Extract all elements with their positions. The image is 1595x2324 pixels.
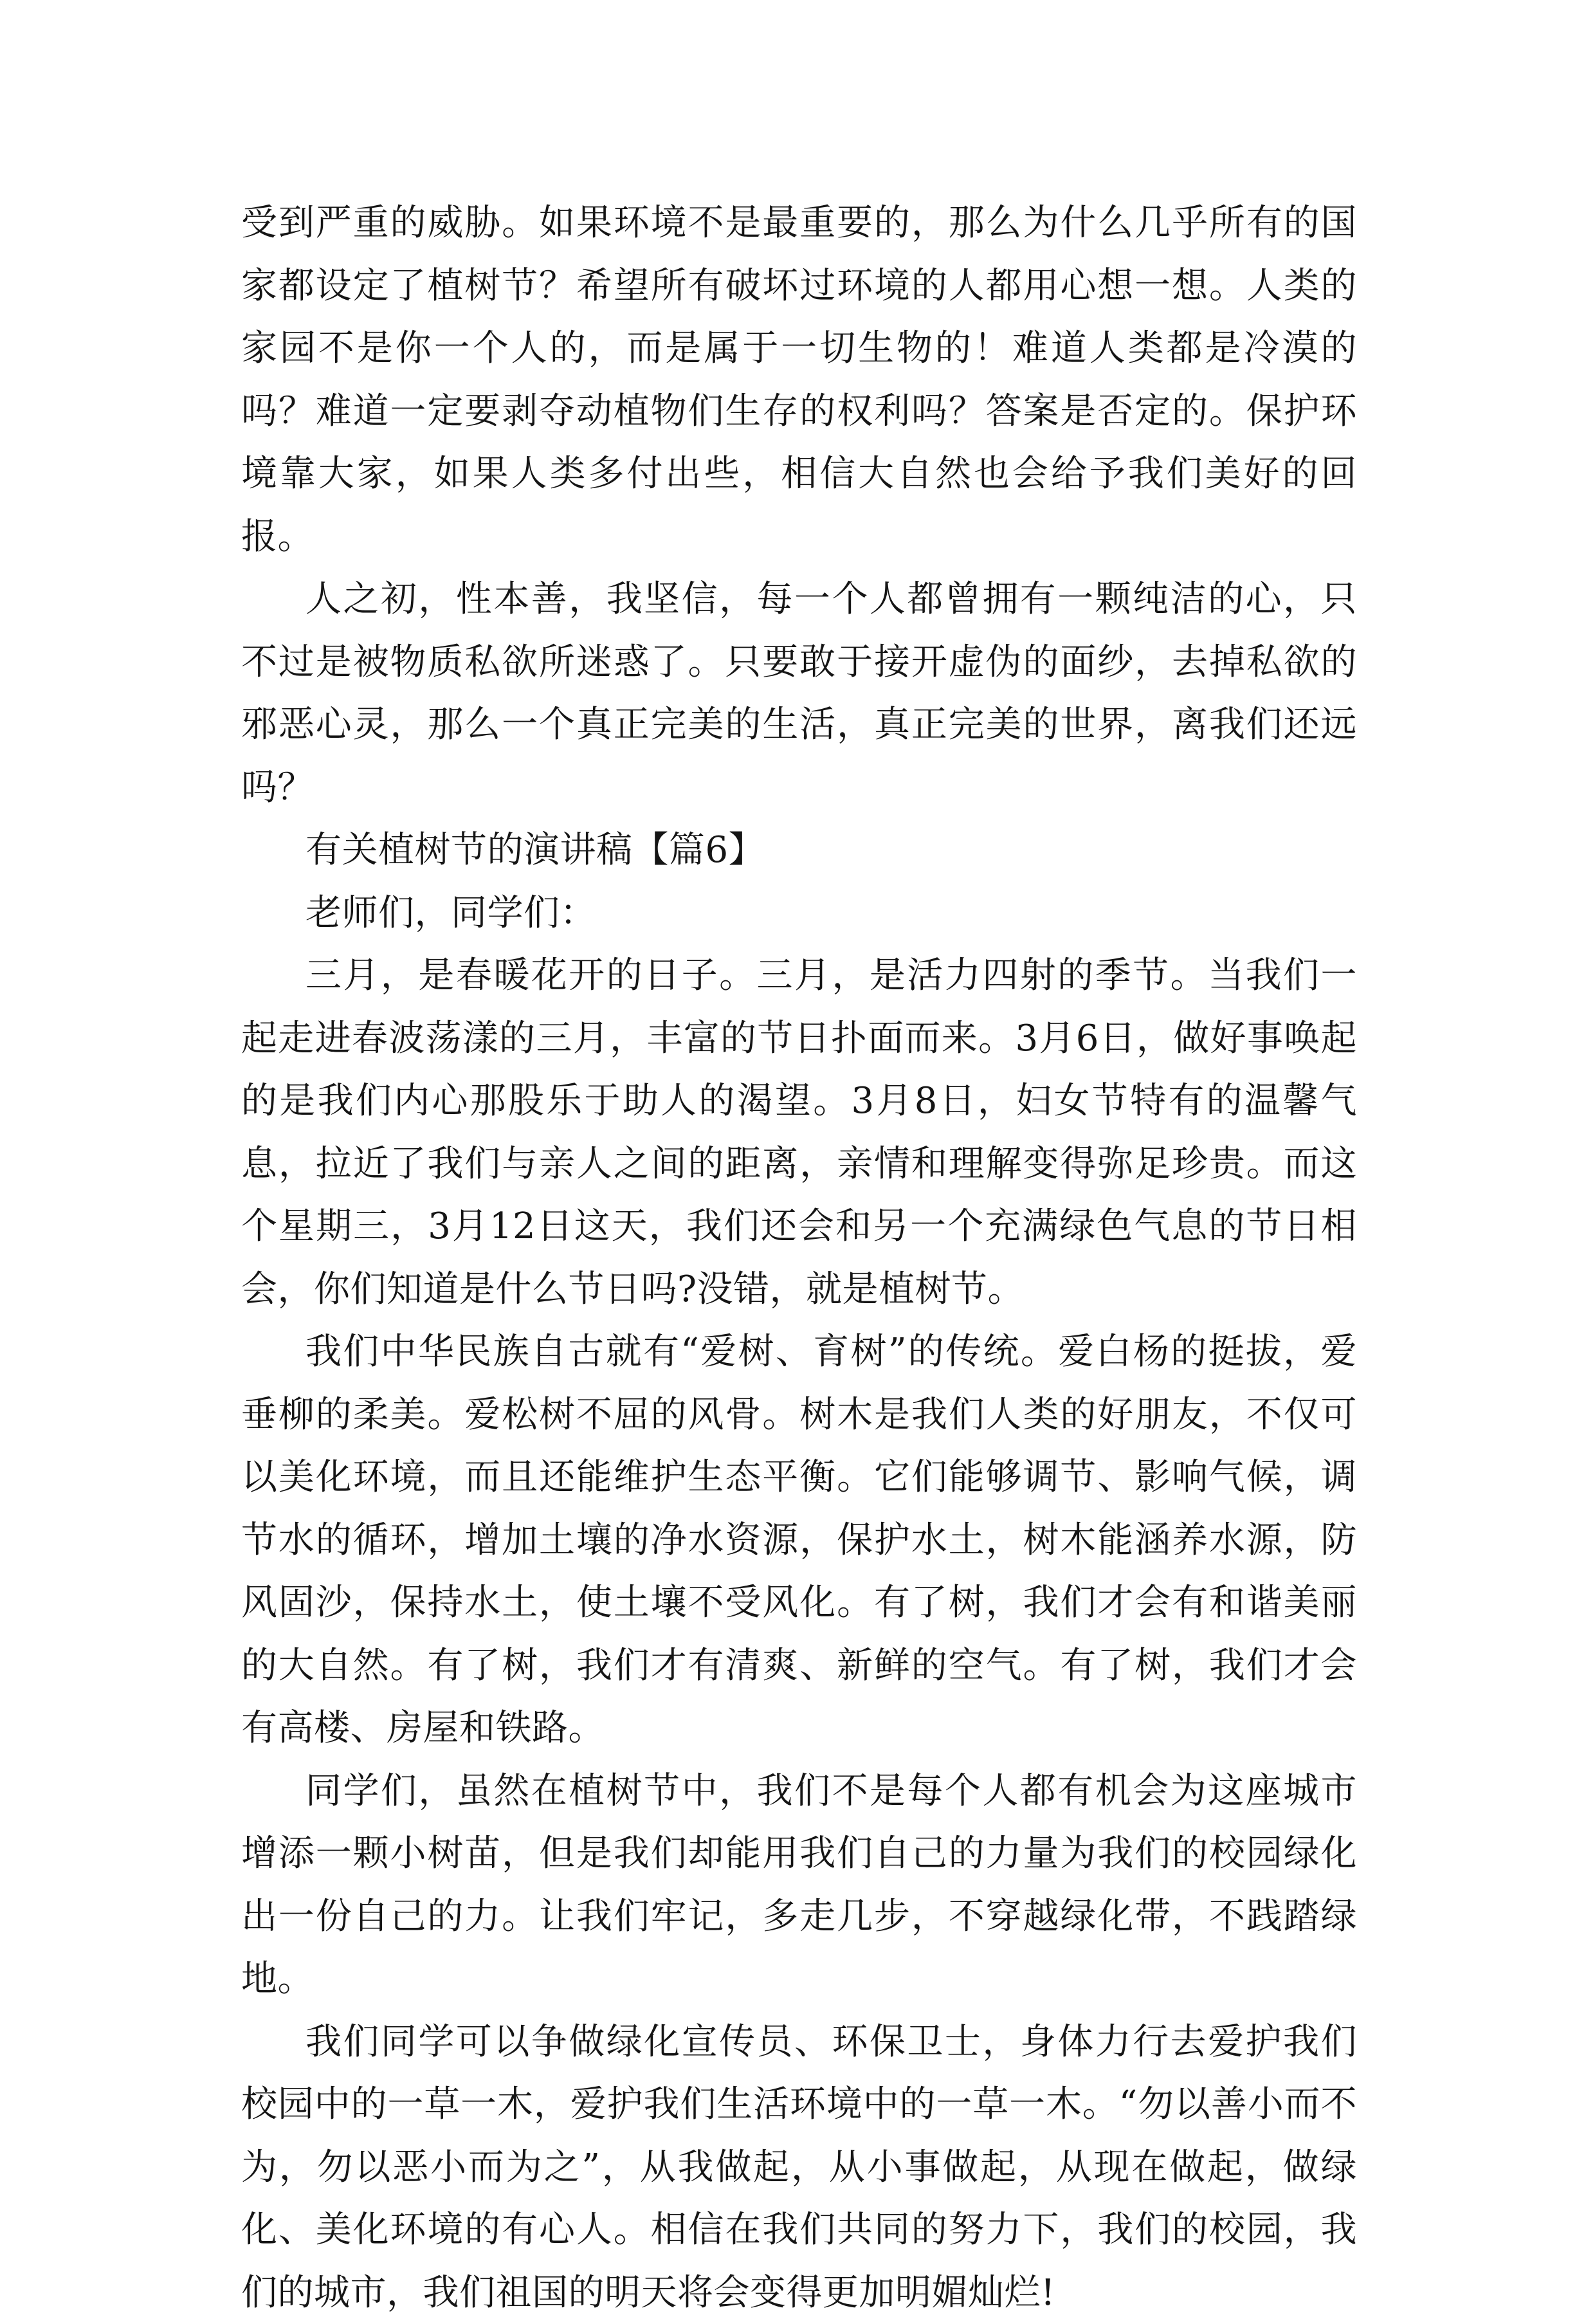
section-heading: 有关植树节的演讲稿【篇6】 [241,819,1357,882]
paragraph: 我们同学可以争做绿化宣传员、环保卫士，身体力行去爱护我们校园中的一草一木，爱护我们生活环境中的一草一木。“勿以善小而不为，勿以恶小而为之”，从我做起，从小事做起，从现在做起，做绿化、美化环境的有心人。相信在我们共同的努力下，我们的校园，我们的城市，我们祖国的明天将会变得更加明媚灿烂! [241,2011,1357,2324]
paragraph: 同学们，虽然在植树节中，我们不是每个人都有机会为这座城市增添一颗小树苗，但是我们却能用我们自己的力量为我们的校园绿化出一份自己的力。让我们牢记，多走几步，不穿越绿化带，不践踏绿地。 [241,1760,1357,2011]
paragraph-continuation: 受到严重的威胁。如果环境不是最重要的，那么为什么几乎所有的国家都设定了植树节？希望所有破坏过环境的人都用心想一想。人类的家园不是你一个人的，而是属于一切生物的！难道人类都是冷漠的吗？难道一定要剥夺动植物们生存的权利吗？答案是否定的。保护环境靠大家，如果人类多付出些，相信大自然也会给予我们美好的回报。 [241,192,1357,568]
paragraph: 三月，是春暖花开的日子。三月，是活力四射的季节。当我们一起走进春波荡漾的三月，丰富的节日扑面而来。3月6日，做好事唤起的是我们内心那股乐于助人的渴望。3月8日，妇女节特有的温馨气息，拉近了我们与亲人之间的距离，亲情和理解变得弥足珍贵。而这个星期三，3月12日这天，我们还会和另一个充满绿色气息的节日相会，你们知道是什么节日吗?没错，就是植树节。 [241,944,1357,1321]
paragraph: 我们中华民族自古就有“爱树、育树”的传统。爱白杨的挺拔，爱垂柳的柔美。爱松树不屈的风骨。树木是我们人类的好朋友，不仅可以美化环境，而且还能维护生态平衡。它们能够调节、影响气候，调节水的循环，增加土壤的净水资源，保护水土，树木能涵养水源，防风固沙，保持水土，使土壤不受风化。有了树，我们才会有和谐美丽的大自然。有了树，我们才有清爽、新鲜的空气。有了树，我们才会有高楼、房屋和铁路。 [241,1321,1357,1760]
document-body [241,192,1357,2324]
salutation: 老师们，同学们： [241,882,1357,945]
paragraph: 人之初，性本善，我坚信，每一个人都曾拥有一颗纯洁的心，只不过是被物质私欲所迷惑了。只要敢于接开虚伪的面纱，去掉私欲的邪恶心灵，那么一个真正完美的生活，真正完美的世界，离我们还远吗？ [241,568,1357,819]
